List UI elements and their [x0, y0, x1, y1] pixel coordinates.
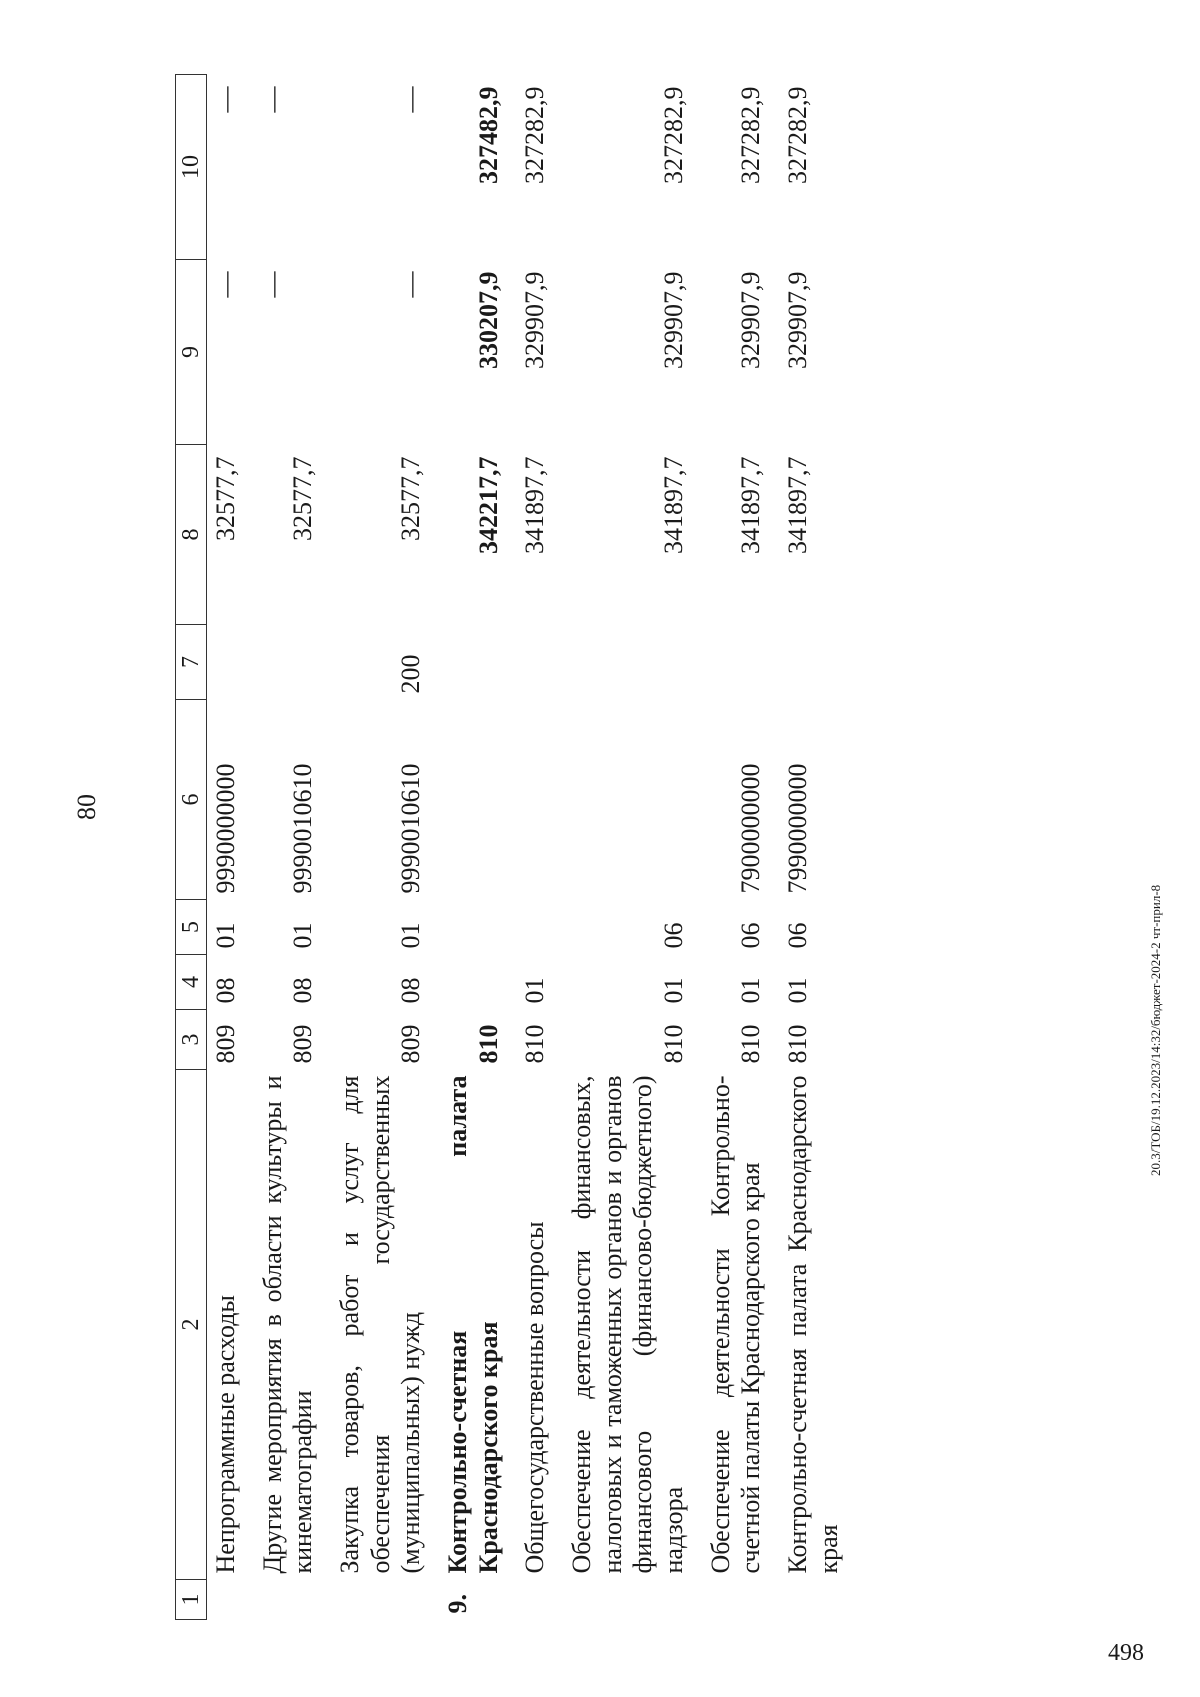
- row-number: [563, 1580, 694, 1620]
- table-row: [207, 75, 246, 1620]
- cell-c6: [439, 700, 508, 900]
- header-row: [176, 75, 207, 1620]
- table-row: [331, 75, 431, 1620]
- cell-c8: 32577,7: [288, 456, 318, 541]
- row-number: [779, 1580, 848, 1620]
- cell-c9: —: [257, 271, 287, 298]
- cell-c9: —: [211, 271, 240, 298]
- cell-c3: 810: [659, 1024, 689, 1064]
- cell-c3: 809: [396, 1024, 426, 1064]
- header-col-3: 3: [176, 1010, 207, 1070]
- cell-c9: 329907,9: [659, 271, 689, 369]
- cell-c5: 01: [211, 922, 240, 949]
- header-col-4: 4: [176, 955, 207, 1010]
- cell-c3: 810: [473, 1024, 503, 1064]
- cell-c10: 327482,9: [473, 86, 503, 184]
- cell-c6: 9990010610: [288, 763, 318, 894]
- cell-c8: 342217,7: [473, 456, 503, 554]
- cell-c7: [563, 625, 694, 700]
- budget-table-container: [175, 75, 1035, 1620]
- cell-c5: 06: [783, 922, 813, 949]
- cell-c6: 9990010610: [396, 763, 426, 894]
- row-name: Общегосударственные вопросы: [520, 1221, 550, 1574]
- cell-c4: 08: [211, 977, 240, 1004]
- cell-c3: 810: [783, 1024, 813, 1064]
- header-col-9: 9: [176, 260, 207, 445]
- cell-c6: 9990000000: [211, 763, 240, 894]
- row-name: Контрольно-счетная палата Краснодарского края: [443, 1075, 503, 1574]
- row-number: 9.: [443, 1594, 473, 1614]
- cell-c4: 08: [288, 977, 318, 1004]
- row-name: Другие мероприятия в области культуры и кинематографии: [257, 1075, 318, 1574]
- cell-c9: 329907,9: [520, 271, 550, 369]
- cell-c5: 06: [659, 922, 689, 949]
- row-number: [516, 1580, 555, 1620]
- budget-table: [175, 74, 848, 1620]
- header-col-1: 1: [176, 1580, 207, 1620]
- cell-c5: 01: [396, 922, 426, 949]
- cell-c7: [207, 625, 246, 700]
- cell-c10: 327282,9: [736, 86, 766, 184]
- cell-c5: [439, 900, 508, 955]
- footer-document-code: 20.3/ТОБ/19.12.2023/14:32/бюджет-2024-2 чт-прил-8: [1148, 884, 1163, 1176]
- cell-c8: 341897,7: [659, 456, 689, 554]
- cell-c7: [779, 625, 848, 700]
- cell-c7: [516, 625, 555, 700]
- row-number: [207, 1580, 246, 1620]
- row-name: Непрограммные расходы: [211, 1295, 240, 1574]
- cell-c9: —: [396, 271, 426, 298]
- table-row: [563, 75, 694, 1620]
- cell-c9: 330207,9: [473, 271, 503, 369]
- cell-c4: 01: [659, 977, 689, 1004]
- cell-c5: 01: [288, 922, 318, 949]
- cell-c3: 810: [736, 1024, 766, 1064]
- cell-c7: 200: [396, 654, 426, 694]
- cell-c10: —: [257, 86, 287, 113]
- cell-c10: 327282,9: [783, 86, 813, 184]
- cell-c9: 329907,9: [783, 271, 813, 369]
- row-name: Контрольно-счетная палата Краснодарского края: [783, 1075, 843, 1574]
- row-number: [702, 1580, 771, 1620]
- page-number: 80: [72, 794, 101, 820]
- row-number: [331, 1580, 431, 1620]
- row-number: [254, 1580, 323, 1620]
- cell-c4: 01: [783, 977, 813, 1004]
- cell-c5: [516, 900, 555, 955]
- cell-c9: 329907,9: [736, 271, 766, 369]
- cell-c5: 06: [736, 922, 766, 949]
- table-row: [254, 75, 323, 1620]
- cell-c4: 01: [736, 977, 766, 1004]
- row-name: Обеспечение деятельности Контрольно-счетной палаты Краснодарского края: [705, 1075, 766, 1574]
- table-row: [779, 75, 848, 1620]
- cell-c6: 7990000000: [783, 763, 813, 894]
- row-name: Закупка товаров, работ и услуг для обеспечения государственных (муниципальных) нужд: [335, 1075, 426, 1574]
- cell-c10: —: [396, 86, 426, 113]
- cell-c8: 341897,7: [520, 456, 550, 554]
- cell-c6: [516, 700, 555, 900]
- row-name: Обеспечение деятельности финансовых, налоговых и таможенных органов и органов финансового (финансово-бюджетного) надзора: [567, 1075, 689, 1574]
- cell-c6: [563, 700, 694, 900]
- cell-c3: 809: [211, 1024, 240, 1064]
- header-col-10: 10: [176, 75, 207, 260]
- sheet-number: 498: [1108, 1640, 1144, 1666]
- cell-c4: 01: [520, 977, 550, 1004]
- table-row: [516, 75, 555, 1620]
- cell-c8: 32577,7: [396, 456, 426, 541]
- cell-c3: 809: [288, 1024, 318, 1064]
- cell-c10: 327282,9: [520, 86, 550, 184]
- cell-c8: 341897,7: [783, 456, 813, 554]
- cell-c6: 7900000000: [736, 763, 766, 894]
- cell-c10: —: [211, 86, 240, 113]
- table-row: [702, 75, 771, 1620]
- header-col-6: 6: [176, 700, 207, 900]
- header-col-8: 8: [176, 445, 207, 625]
- cell-c8: 341897,7: [736, 456, 766, 554]
- cell-c7: [439, 625, 508, 700]
- cell-c3: 810: [520, 1024, 550, 1064]
- header-col-2: 2: [176, 1070, 207, 1580]
- cell-c8: 32577,7: [211, 456, 240, 541]
- cell-c7: [702, 625, 771, 700]
- header-col-7: 7: [176, 625, 207, 700]
- table-row: [439, 75, 508, 1620]
- cell-c4: 08: [396, 977, 426, 1004]
- cell-c7: [254, 625, 323, 700]
- header-col-5: 5: [176, 900, 207, 955]
- cell-c4: [439, 955, 508, 1010]
- cell-c10: 327282,9: [659, 86, 689, 184]
